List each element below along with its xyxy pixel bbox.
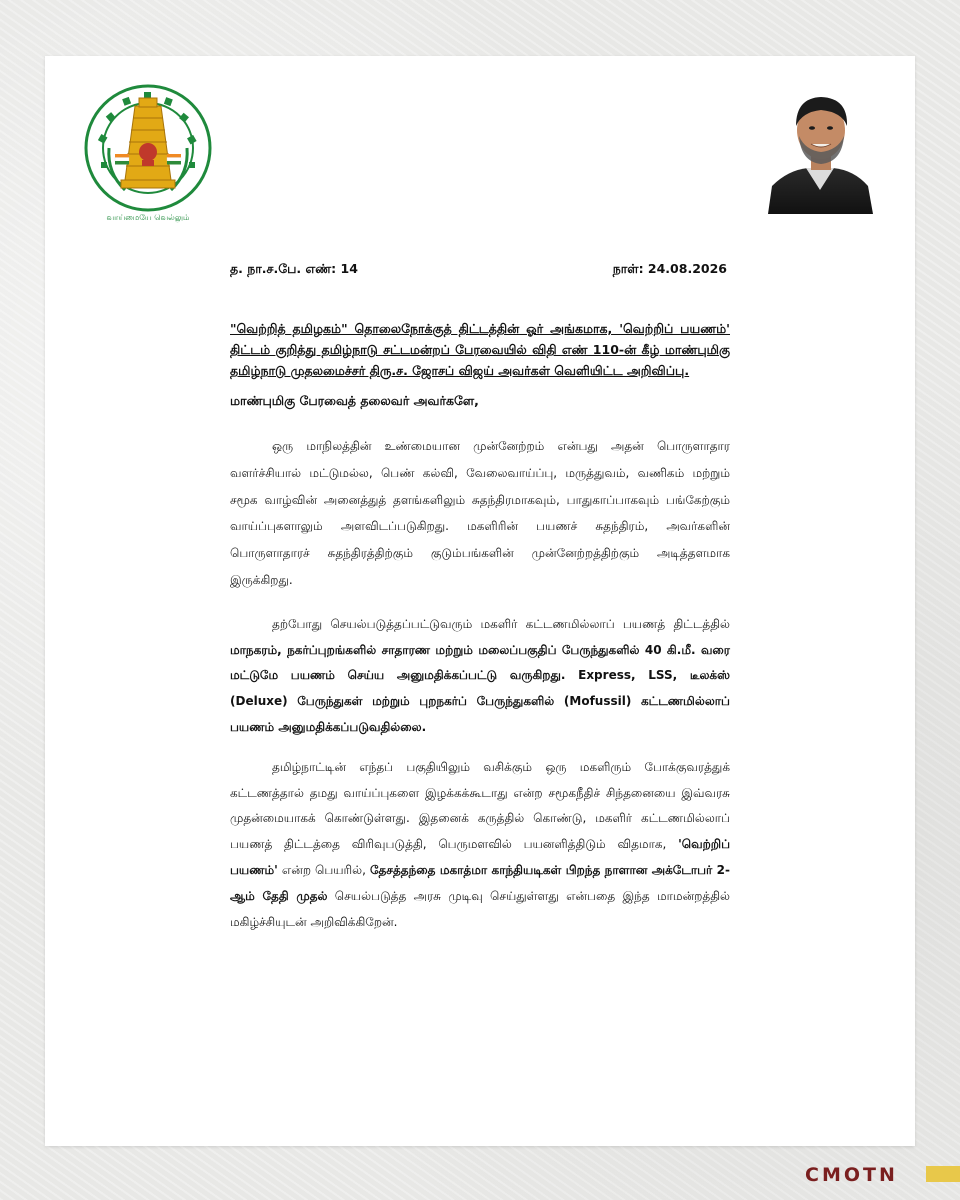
paragraph-2 [230,612,730,741]
tamil-nadu-emblem-icon [79,78,217,226]
launch-date-text: தேசத்தந்தை மகாத்மா காந்தியடிகள் பிறந்த நாளான அக்டோபர் 2-ஆம் தேதி முதல் [230,862,730,903]
paragraph-3-middle: என்ற பெயரில், [277,862,370,877]
brand-accent-bar [926,1166,960,1182]
paragraph-2-intro: தற்போது செயல்படுத்தப்பட்டுவரும் மகளிர் கட்டணமில்லாப் பயணத் திட்டத்தில் [272,616,730,631]
scheme-name: 'வெற்றிப் பயணம்' [230,837,730,877]
salutation: மாண்புமிகு பேரவைத் தலைவர் அவர்களே, [230,393,479,408]
paragraph-3 [230,755,730,936]
cmotn-brand-logo: CMOTN [805,1164,898,1186]
emblem-motto: வாய்மையே வெல்லும் [106,213,190,222]
paragraph-3-intro: தமிழ்நாட்டின் எந்தப் பகுதியிலும் வசிக்கும் ஒரு மகளிரும் போக்குவரத்துக் கட்டணத்தால் தமது வாய்ப்புகளை இழக்கக்கூடாது என்ற சமூகநீதிச் சிந்தனையை இவ்வரசு முதன்மையாகக் கொண்டுள்ளது. இதனைக் கருத்தில் கொண்டு, மகளிர் கட்டணமில்லாப் பயணத் திட்டத்தை விரிவுபடுத்தி, பெருமளவில் பயனளித்திடும் விதமாக, [230,759,730,852]
subject-heading: "வெற்றித் தமிழகம்" தொலைநோக்குத் திட்டத்தின் ஓர் அங்கமாக, 'வெற்றிப் பயணம்' திட்டம் குறித்து தமிழ்நாடு சட்டமன்றப் பேரவையில் விதி எண் 110-ன் கீழ் மாண்புமிகு தமிழ்நாடு முதலமைச்சர் திரு.ச. ஜோசப் விஜய் அவர்கள் வெளியிட்ட அறிவிப்பு. [230,321,730,378]
paragraph-2-bold: மாநகரம், நகர்ப்புறங்களில் சாதாரண மற்றும் மலைப்பகுதிப் பேருந்துகளில் 40 கி.மீ. வரை மட்டுமே பயணம் செய்ய அனுமதிக்கப்பட்டு வருகிறது. Express, LSS, டீலக்ஸ் (Deluxe) பேருந்துகள் மற்றும் புறநகர்ப் பேருந்துகளில் (Mofussil) கட்டணமில்லாப் பயணம் அனுமதிக்கப்படுவதில்லை. [230,642,730,734]
document-body [230,318,730,935]
document-sheet [45,56,915,1146]
document-date: நாள்: 24.08.2026 [612,261,727,276]
reference-number: த. நா.ச.பே. எண்: 14 [230,261,358,276]
paragraph-3-outro: செயல்படுத்த அரசு முடிவு செய்துள்ளது என்பதை இந்த மாமன்றத்தில் மகிழ்ச்சியுடன் அறிவிக்கிறேன். [230,888,730,929]
paragraph-1: ஒரு மாநிலத்தின் உண்மையான முன்னேற்றம் என்பது அதன் பொருளாதார வளர்ச்சியால் மட்டுமல்ல, பெண் கல்வி, வேலைவாய்ப்பு, மருத்துவம், வணிகம் மற்றும் சமூக வாழ்வின் அனைத்துத் தளங்களிலும் சுதந்திரமாகவும், பாதுகாப்பாகவும் பங்கேற்கும் வாய்ப்புகளாலும் அளவிடப்படுகிறது. மகளிரின் பயணச் சுதந்திரம், அவர்களின் பொருளாதாரச் சுதந்திரத்திற்கும் குடும்பங்களின் முன்னேற்றத்திற்கும் அடித்தளமாக இருக்கிறது. [230,439,730,587]
person-portrait-icon [768,86,873,214]
